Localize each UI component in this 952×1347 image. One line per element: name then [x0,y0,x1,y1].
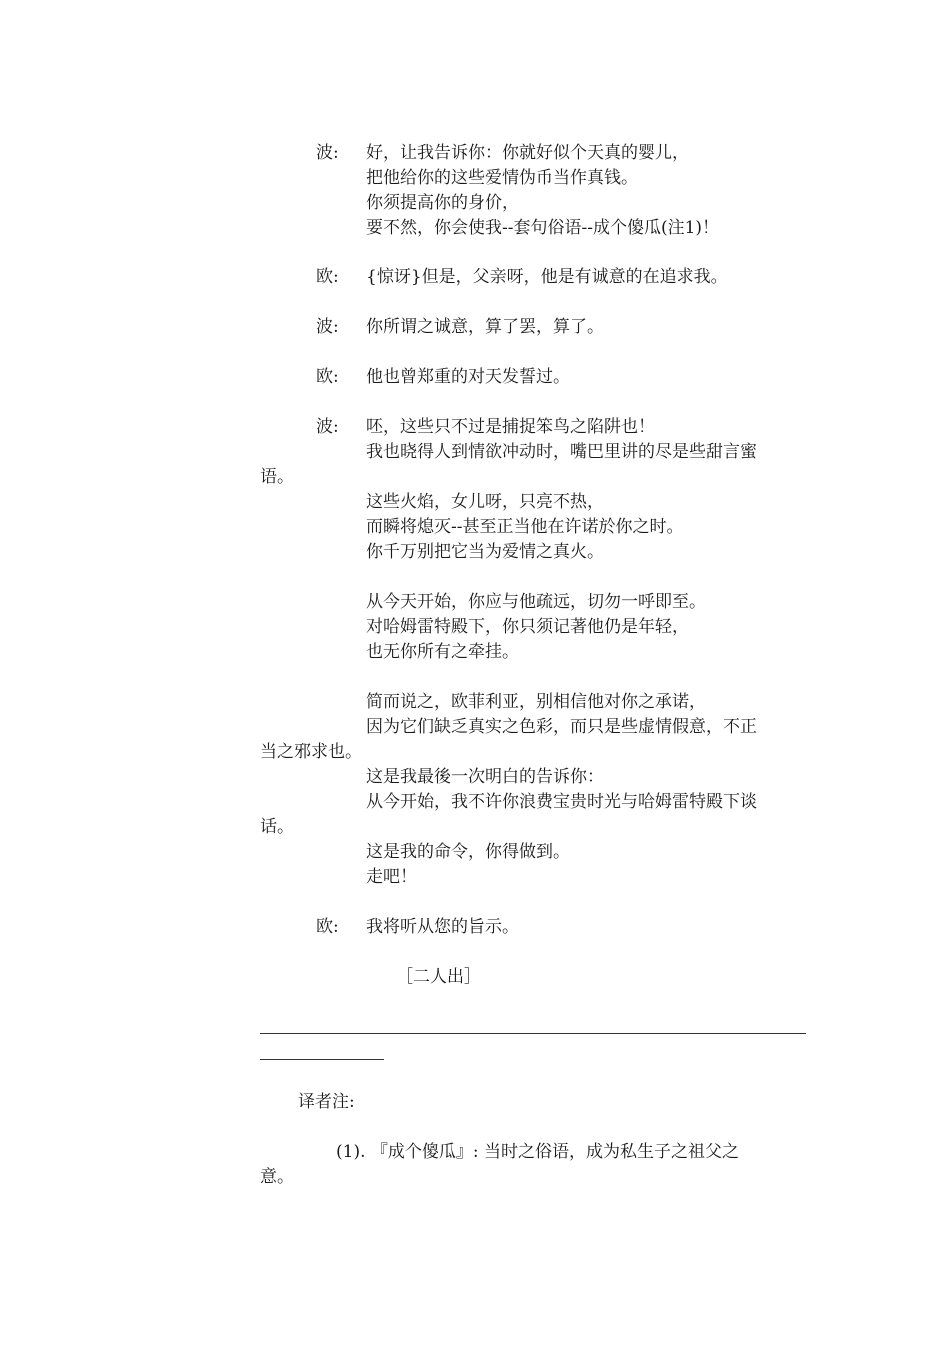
dialogue-line-wrap: 语。 [260,467,294,487]
speaker-label: 欧: [316,267,339,287]
dialogue-line: 对哈姆雷特殿下，你只须记著他仍是年轻， [366,617,689,637]
dialogue-line: 走吧！ [366,867,417,887]
dialogue-line: 简而说之，欧菲利亚，别相信他对你之承诺， [366,692,706,712]
dialogue-line: 你须提高你的身价， [366,193,519,213]
speaker-label: 波: [316,317,339,337]
speaker-label: 欧: [316,367,339,387]
dialogue-line: 从今开始，我不许你浪费宝贵时光与哈姆雷特殿下谈 [366,792,757,812]
dialogue-line: 这是我的命令，你得做到。 [366,842,570,862]
separator-line [260,1033,806,1034]
stage-direction: ［二人出］ [396,967,481,987]
dialogue-line: 我也晓得人到情欲冲动时，嘴巴里讲的尽是些甜言蜜 [366,442,757,462]
separator-line-short [260,1059,384,1060]
dialogue-line: 你千万别把它当为爱情之真火。 [366,542,604,562]
speaker-label: 波: [316,417,339,437]
dialogue-line: 我将听从您的旨示。 [366,917,519,937]
footnote-text: (1). 『成个傻瓜』: 当时之俗语，成为私生子之祖父之 [336,1142,740,1162]
dialogue-line: 要不然，你会使我--套句俗语--成个傻瓜(注1)！ [366,218,720,238]
dialogue-line-wrap: 话。 [260,817,294,837]
dialogue-line: 这些火焰，女儿呀，只亮不热， [366,492,604,512]
speaker-label: 波: [316,143,339,163]
dialogue-line: {惊讶}但是，父亲呀，他是有诚意的在追求我。 [366,267,728,287]
dialogue-line: 而瞬将熄灭--甚至正当他在许诺於你之时。 [366,517,684,537]
footnote-text-wrap: 意。 [260,1167,294,1187]
dialogue-line: 他也曾郑重的对天发誓过。 [366,367,570,387]
notes-heading: 译者注: [298,1092,355,1112]
dialogue-line-wrap: 当之邪求也。 [260,742,362,762]
dialogue-line: 你所谓之诚意，算了罢，算了。 [366,317,604,337]
dialogue-line: 把他给你的这些爱情伪币当作真钱。 [366,168,638,188]
dialogue-line: 这是我最後一次明白的告诉你： [366,767,604,787]
dialogue-line: 呸，这些只不过是捕捉笨鸟之陷阱也！ [366,417,655,437]
dialogue-line: 好，让我告诉你：你就好似个天真的婴儿， [366,143,689,163]
dialogue-line: 因为它们缺乏真实之色彩，而只是些虚情假意，不正 [366,717,757,737]
dialogue-line: 也无你所有之牵挂。 [366,642,519,662]
speaker-label: 欧: [316,917,339,937]
dialogue-line: 从今天开始，你应与他疏远，切勿一呼即至。 [366,592,706,612]
